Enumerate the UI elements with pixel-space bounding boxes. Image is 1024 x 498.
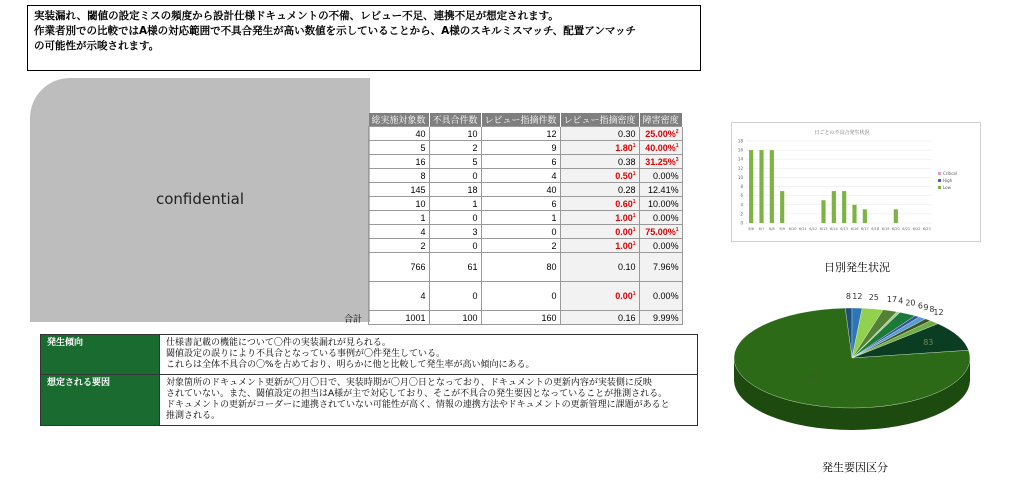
table-cell <box>639 225 682 239</box>
table-cell <box>560 141 639 155</box>
cell-value: 10 <box>467 128 478 139</box>
cell-value: 0.00% <box>653 170 679 181</box>
cell-value: 40.00% <box>645 142 676 153</box>
x-tick-label: 6/23 <box>922 227 931 231</box>
cell-marker: 3 <box>675 156 679 163</box>
cause-line: 対象箇所のドキュメント更新が〇月〇日で、実装時期が〇月〇日となっており、ドキュメントの更新内容が実装側に反映 <box>166 378 652 388</box>
table-cell <box>429 127 481 141</box>
table-cell <box>639 253 682 282</box>
y-tick-label: 6 <box>740 193 743 199</box>
y-tick-label: 4 <box>740 202 743 208</box>
daily-chart-caption: 日別発生状況 <box>824 261 890 274</box>
cell-value: 6 <box>551 156 557 167</box>
cell-value: 0.00% <box>653 240 679 251</box>
cell-value: 40 <box>415 128 426 139</box>
table-cell <box>369 253 430 282</box>
x-tick-label: 6/11 <box>798 227 807 231</box>
table-cell <box>481 282 560 311</box>
cell-value: 5 <box>472 156 478 167</box>
table-cell <box>639 169 682 183</box>
y-tick-label: 14 <box>737 156 743 162</box>
pie-slice-label: 20 <box>905 298 916 308</box>
summary-box <box>27 5 701 71</box>
cell-value: 0.16 <box>618 312 636 323</box>
table-cell <box>481 155 560 169</box>
table-row <box>369 197 683 211</box>
cause-category-pie-chart <box>730 288 1000 463</box>
table-cell <box>481 197 560 211</box>
cell-value: 2 <box>472 142 478 153</box>
table-row <box>369 282 683 311</box>
y-tick-label: 8 <box>740 184 743 190</box>
pie-chart-caption: 発生要因区分 <box>822 461 888 474</box>
table-row <box>369 127 683 141</box>
table-cell <box>369 211 430 225</box>
table-cell <box>369 197 430 211</box>
cell-value: 9.99% <box>653 312 679 323</box>
table-cell <box>560 253 639 282</box>
cell-value: 100 <box>462 312 478 323</box>
header-total-targets: 総実施対象数 <box>369 113 430 127</box>
table-cell <box>639 197 682 211</box>
summary-line-2: 作業者別での比較ではA様の対応範囲で不具合発生が高い数値を示していることから、A様のスキルミスマッチ、配置アンマッチ <box>34 25 636 37</box>
table-row <box>369 239 683 253</box>
table-cell <box>429 311 481 325</box>
table-cell <box>481 225 560 239</box>
cell-value: 40 <box>546 184 557 195</box>
cell-marker: 1 <box>632 291 636 297</box>
header-defect-density: 障害密度 <box>639 113 682 127</box>
table-cell <box>560 282 639 311</box>
cell-value: 61 <box>467 262 478 272</box>
table-cell <box>369 141 430 155</box>
legend-swatch <box>938 186 941 189</box>
cell-value: 1.80 <box>615 142 633 153</box>
x-tick-label: 6/8 <box>769 227 775 231</box>
table-cell <box>639 282 682 311</box>
cell-value: 12.41% <box>648 184 679 195</box>
cell-value: 766 <box>410 262 426 272</box>
table-cell <box>560 311 639 325</box>
trend-line: 仕様書記載の機能について〇件の実装漏れが見られる。 <box>166 338 391 348</box>
x-tick-label: 6/6 <box>748 227 754 231</box>
table-cell <box>369 311 430 325</box>
cell-value: 9 <box>551 142 557 153</box>
pie-slice-label: 17 <box>886 294 898 304</box>
table-row <box>369 253 683 282</box>
pie-slice-label: 83 <box>923 338 934 348</box>
trend-row <box>41 335 698 375</box>
x-tick-label: 6/7 <box>758 227 765 231</box>
table-cell <box>481 211 560 225</box>
cell-value: 3 <box>472 226 478 237</box>
metrics-table <box>368 113 683 325</box>
cell-value: 12 <box>546 128 557 139</box>
cell-value: 0.10 <box>618 262 636 272</box>
x-tick-label: 6/19 <box>881 227 890 231</box>
cell-value: 145 <box>410 184 426 195</box>
cell-marker: 1 <box>632 240 636 247</box>
bar-low <box>770 150 774 223</box>
table-cell <box>639 239 682 253</box>
bar-low <box>780 191 784 223</box>
bar-low <box>852 205 856 223</box>
table-cell <box>639 155 682 169</box>
cell-value: 75.00% <box>645 226 676 237</box>
trend-line: これらは全体不具合の〇%を占めており、明らかに他と比較して発生率が高い傾向にある。 <box>166 360 535 370</box>
table-cell <box>560 169 639 183</box>
cell-marker: 1 <box>632 170 636 177</box>
table-cell <box>369 183 430 197</box>
summary-line-1: 実装漏れ、閾値の設定ミスの頻度から設計仕様ドキュメントの不備、レビュー不足、連携不足が想定されます。 <box>34 10 559 22</box>
pie-slice-label: 12 <box>852 292 863 302</box>
x-tick-label: 6/14 <box>829 227 838 231</box>
y-tick-label: 2 <box>740 211 743 217</box>
table-cell <box>560 225 639 239</box>
table-cell <box>429 141 481 155</box>
pie-slice-label: ??? <box>808 373 822 383</box>
pie-slice-label: 6 <box>917 301 923 311</box>
daily-defect-chart-svg <box>732 123 980 241</box>
chart-title: 日ごとの不具合発生状況 <box>814 130 870 136</box>
cause-row <box>41 375 698 426</box>
pie-slice-label: 4 <box>898 296 904 306</box>
x-tick-label: 6/22 <box>912 227 921 231</box>
cell-value: 1.00 <box>615 240 633 251</box>
table-cell <box>560 211 639 225</box>
table-row <box>369 183 683 197</box>
table-cell <box>481 169 560 183</box>
confidential-mask <box>30 78 370 322</box>
x-tick-label: 6/17 <box>860 227 869 231</box>
table-cell <box>560 183 639 197</box>
y-tick-label: 0 <box>740 220 743 226</box>
table-cell <box>369 225 430 239</box>
cause-line: ドキュメントの更新がコーダーに連携されていない可能性が高く、情報の連携方法やドキュメントの更新管理に課題があると <box>166 400 670 410</box>
y-tick-label: 12 <box>737 165 743 171</box>
cell-value: 4 <box>420 291 426 301</box>
cell-value: 0 <box>472 212 478 223</box>
cell-marker: 1 <box>632 226 636 233</box>
cell-value: 0 <box>472 170 478 181</box>
cell-marker: 1 <box>632 212 636 219</box>
legend-label: Low <box>943 185 951 190</box>
cause-line: されていない。また、閾値設定の担当はA様が主で対応しており、そこが不具合の発生要因となっていることが推測される。 <box>166 389 668 399</box>
daily-defect-chart <box>731 122 981 242</box>
table-cell <box>639 311 682 325</box>
bar-low <box>749 150 753 223</box>
x-tick-label: 6/13 <box>819 227 828 231</box>
bar-low <box>842 191 846 223</box>
x-tick-label: 6/18 <box>871 227 880 231</box>
table-row <box>369 169 683 183</box>
table-row <box>369 155 683 169</box>
x-tick-label: 6/10 <box>788 227 797 231</box>
cell-value: 6 <box>551 198 557 209</box>
cell-value: 31.25% <box>645 156 676 167</box>
cell-value: 25.00% <box>645 128 676 139</box>
cell-value: 8 <box>420 170 426 181</box>
table-cell <box>429 253 481 282</box>
legend-swatch <box>938 172 941 175</box>
cell-value: 1001 <box>405 312 426 323</box>
header-review-density: レビュー指摘密度 <box>560 113 639 127</box>
table-cell <box>481 239 560 253</box>
legend-swatch <box>938 179 941 182</box>
cell-value: 0 <box>551 291 557 301</box>
table-cell <box>429 197 481 211</box>
pie-slice-label: 12 <box>933 307 944 317</box>
table-cell <box>369 282 430 311</box>
y-tick-label: 16 <box>737 147 743 153</box>
total-label: 合計 <box>344 314 363 324</box>
table-row <box>369 225 683 239</box>
confidential-label: confidential <box>155 190 245 208</box>
trend-line: 閾値設定の誤りにより不具合となっている事例が〇件発生している。 <box>166 349 446 359</box>
bar-low <box>863 209 867 223</box>
bar-low <box>759 150 763 223</box>
cell-value: 7.96% <box>653 262 679 272</box>
cause-line: 推測される。 <box>166 411 221 421</box>
table-cell <box>639 183 682 197</box>
cell-value: 1 <box>420 212 426 223</box>
cell-value: 0.30 <box>618 128 636 139</box>
x-tick-label: 6/15 <box>840 227 849 231</box>
table-cell <box>369 127 430 141</box>
cell-marker: 1 <box>632 142 636 149</box>
pie-slice-label: 8 <box>929 305 935 315</box>
trend-text <box>160 335 698 375</box>
cell-marker: 1 <box>675 142 679 149</box>
table-cell <box>369 239 430 253</box>
table-cell <box>639 211 682 225</box>
cell-value: 0.50 <box>615 170 633 181</box>
table-cell <box>560 197 639 211</box>
y-tick-label: 18 <box>737 138 743 144</box>
table-cell <box>639 141 682 155</box>
table-cell <box>429 239 481 253</box>
table-row <box>369 211 683 225</box>
cause-label: 想定される要因 <box>41 375 160 426</box>
table-cell <box>429 169 481 183</box>
cell-value: 0.00 <box>615 291 633 301</box>
cell-value: 160 <box>541 312 557 323</box>
trend-label: 発生傾向 <box>41 335 160 375</box>
cell-value: 2 <box>420 240 426 251</box>
cell-value: 0 <box>472 291 478 301</box>
table-cell <box>481 253 560 282</box>
cell-value: 0.00 <box>615 226 633 237</box>
table-cell <box>560 155 639 169</box>
table-cell <box>560 239 639 253</box>
cell-value: 10 <box>415 198 426 209</box>
cell-marker: 1 <box>632 198 636 205</box>
table-cell <box>429 155 481 169</box>
cell-value: 0.28 <box>618 184 636 195</box>
pie-slice-label: 25 <box>868 292 879 302</box>
legend-label: High <box>943 178 953 183</box>
header-defect-count: 不具合件数 <box>429 113 481 127</box>
pie-slice-label: 8 <box>845 292 851 302</box>
header-review-count: レビュー指摘件数 <box>481 113 560 127</box>
cell-value: 0.60 <box>615 198 633 209</box>
cell-value: 18 <box>467 184 478 195</box>
x-tick-label: 6/16 <box>850 227 859 231</box>
table-cell <box>639 127 682 141</box>
cell-value: 0 <box>472 240 478 251</box>
cell-value: 0.00% <box>653 212 679 223</box>
bar-low <box>821 200 825 223</box>
cell-value: 0.00% <box>653 291 679 301</box>
x-tick-label: 6/12 <box>809 227 818 231</box>
pie-slice-label: 9 <box>923 303 929 313</box>
cell-value: 0.38 <box>618 156 636 167</box>
cell-value: 1 <box>551 212 557 223</box>
bar-low <box>832 191 836 223</box>
cell-value: 0 <box>551 226 557 237</box>
cell-marker: 2 <box>675 128 679 135</box>
summary-line-3: の可能性が示唆されます。 <box>34 40 160 52</box>
cell-marker: 1 <box>675 226 679 233</box>
cell-value: 1.00 <box>615 212 633 223</box>
cell-value: 16 <box>415 156 426 167</box>
table-cell <box>429 211 481 225</box>
table-cell <box>429 183 481 197</box>
x-tick-label: 6/9 <box>779 227 785 231</box>
table-cell <box>429 225 481 239</box>
x-tick-label: 6/20 <box>891 227 900 231</box>
y-tick-label: 10 <box>737 174 743 180</box>
cell-value: 10.00% <box>648 198 679 209</box>
cell-value: 2 <box>551 240 557 251</box>
cause-text <box>160 375 698 426</box>
table-cell <box>369 155 430 169</box>
table-cell <box>369 169 430 183</box>
cell-value: 80 <box>546 262 557 272</box>
bar-low <box>894 209 898 223</box>
table-cell <box>429 282 481 311</box>
table-header-row <box>369 113 683 127</box>
table-cell <box>481 141 560 155</box>
table-row <box>369 311 683 325</box>
cell-value: 1 <box>472 198 478 209</box>
cell-value: 4 <box>551 170 557 181</box>
cell-value: 5 <box>420 142 426 153</box>
table-cell <box>560 127 639 141</box>
table-row <box>369 141 683 155</box>
legend-label: Critical <box>943 171 957 176</box>
table-cell <box>481 183 560 197</box>
table-cell <box>481 311 560 325</box>
cause-table <box>40 334 698 426</box>
table-cell <box>481 127 560 141</box>
x-tick-label: 6/21 <box>902 227 911 231</box>
cell-value: 4 <box>420 226 426 237</box>
